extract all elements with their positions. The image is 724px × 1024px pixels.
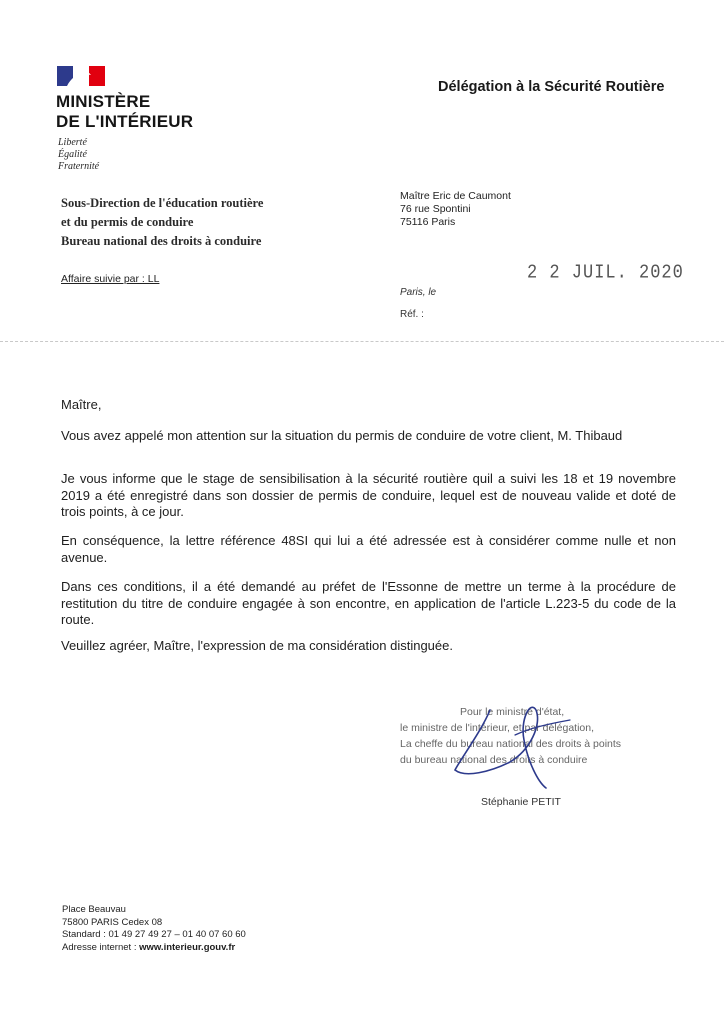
salutation: Maître,: [61, 397, 102, 412]
affaire-suivie: Affaire suivie par : LL: [61, 273, 160, 285]
paragraph-1: Vous avez appelé mon attention sur la situation du permis de conduire de votre client, M. Thibaud: [61, 428, 623, 443]
marianne-flag-logo: [57, 66, 105, 86]
motto-liberte: Liberté: [58, 137, 87, 148]
date-stamp: 2 2 JUIL. 2020: [527, 262, 684, 285]
addressee-name: Maître Eric de Caumont: [400, 190, 511, 202]
paragraph-4: Dans ces conditions, il a été demandé au préfet de l'Essonne de mettre un terme à la procédure de restitution du titre de conduire engagée à son encontre, en application de l'article L.223-5 du code de la route.: [61, 579, 676, 627]
reference-label: Réf. :: [400, 309, 424, 320]
subdirection-line1: Sous-Direction de l'éducation routière: [61, 196, 264, 210]
motto-egalite: Égalité: [58, 149, 87, 160]
handwritten-signature: [420, 690, 610, 790]
paragraph-2: Je vous informe que le stage de sensibilisation à la sécurité routière quil a suivi les 18 et 19 novembre 2019 a été enregistré dans son dossier de permis de conduire, lequel est de nouveau valide et doté de trois points, à ce jour.: [61, 471, 676, 519]
ministry-name-line2: DE L'INTÉRIEUR: [56, 112, 194, 131]
addressee-city: 75116 Paris: [400, 216, 456, 228]
delegation-title: Délégation à la Sécurité Routière: [438, 79, 665, 95]
footer-web-url[interactable]: www.interieur.gouv.fr: [139, 941, 236, 953]
signature-line4: du bureau national des droits à conduire: [400, 754, 588, 766]
motto-fraternite: Fraternité: [58, 161, 100, 172]
signer-name: Stéphanie PETIT: [481, 796, 561, 808]
flag-red-band: [89, 66, 105, 86]
ministry-name: [56, 92, 193, 132]
subdirection-line2: et du permis de conduire: [61, 215, 194, 229]
ministry-name-line1: MINISTÈRE: [56, 92, 151, 111]
paragraph-3: En conséquence, la lettre référence 48SI qui lui a été adressée est à considérer comme nulle et non avenue.: [61, 533, 676, 565]
addressee-street: 76 rue Spontini: [400, 203, 471, 215]
signature-line2: le ministre de l'intérieur, et par délégation,: [400, 722, 595, 734]
paragraph-5: Veuillez agréer, Maître, l'expression de ma considération distinguée.: [61, 638, 453, 653]
city-date-label: Paris, le: [400, 287, 437, 298]
footer-address: [62, 904, 246, 954]
republic-motto: [58, 137, 99, 173]
sender-department: [61, 194, 263, 251]
bureau-name: Bureau national des droits à conduire: [61, 234, 262, 248]
footer-line2: 75800 PARIS Cedex 08: [62, 916, 163, 928]
footer-web-label: Adresse internet :: [62, 941, 140, 953]
footer-line3: Standard : 01 49 27 49 27 – 01 40 07 60 60: [62, 929, 246, 940]
footer-web: [62, 942, 246, 955]
footer-line1: Place Beauvau: [62, 904, 126, 915]
addressee-block: [400, 190, 511, 229]
signature-line3: La cheffe du bureau national des droits à points: [400, 738, 622, 750]
fold-line: [0, 341, 724, 342]
signature-line1: Pour le ministre d'état,: [460, 706, 565, 718]
